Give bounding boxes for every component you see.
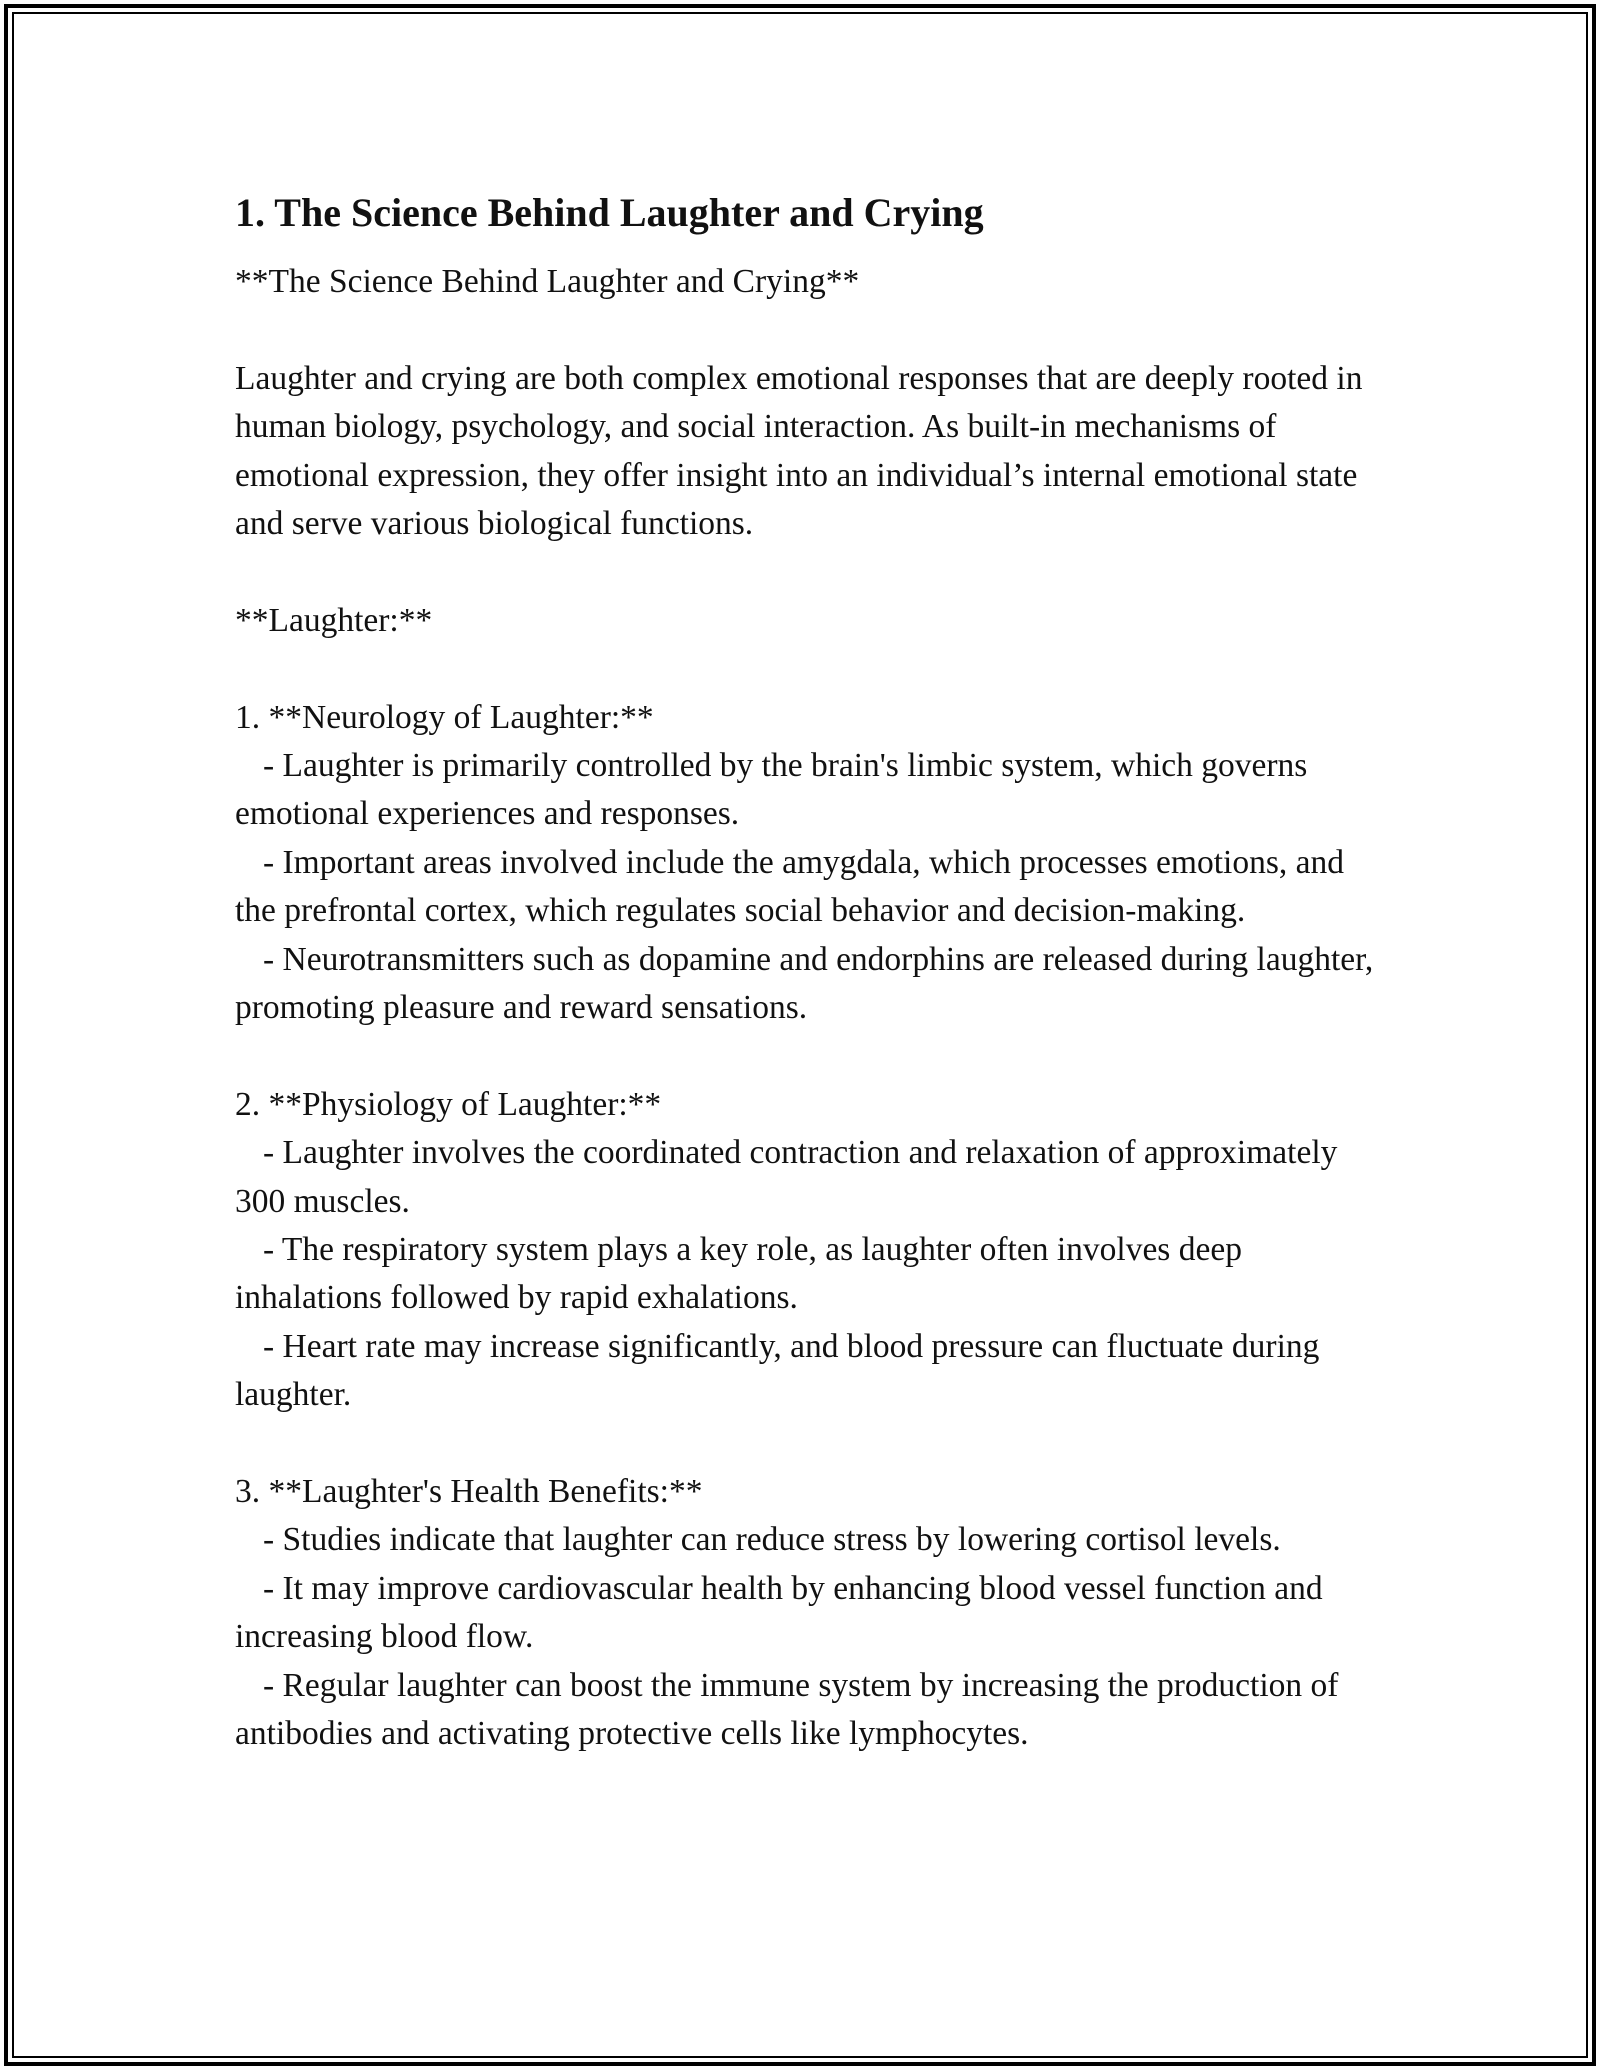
section-title: 3. **Laughter's Health Benefits:** [235,1473,703,1511]
bullet-text: - Important areas involved include the amygdala, which processes emotions, and the prefrontal cortex, which regulates social behavior and decision-making. [235,843,1353,930]
list-item [235,1468,1385,1758]
spacer [235,1032,1385,1080]
bullet-text: - Neurotransmitters such as dopamine and endorphins are released during laughter, promoting pleasure and reward sensations. [235,940,1382,1027]
bullet-item [235,839,1385,936]
bullet-text: - Laughter involves the coordinated contraction and relaxation of approximately 300 muscles. [235,1134,1346,1220]
intro-paragraph: Laughter and crying are both complex emotional responses that are deeply rooted in human biology, psychology, and social interaction. As built-in mechanisms of emotional expression, they offer insight into an individual’s internal emotional state and serve various biological functions. [235,359,1371,543]
bullet-text: - Studies indicate that laughter can reduce stress by lowering cortisol levels. [263,1521,1281,1559]
bullet-text: - It may improve cardiovascular health by enhancing blood vessel function and increasing blood flow. [235,1569,1331,1656]
bullet-item [235,936,1385,1033]
page-title: 1. The Science Behind Laughter and Crying [235,190,984,235]
bullet-item [235,1516,1385,1564]
list-item [235,1081,1385,1420]
section-title: 1. **Neurology of Laughter:** [235,698,654,736]
bullet-item [235,1565,1385,1662]
document-subtitle: **The Science Behind Laughter and Crying** [235,263,860,300]
bullet-text: - Heart rate may increase significantly, and blood pressure can fluctuate during laughter. [235,1327,1328,1414]
bullet-item [235,1323,1385,1420]
list-item [235,694,1385,1033]
document-body [235,188,1385,1759]
bullet-text: - Regular laughter can boost the immune system by increasing the production of antibodies and activating protective cells like lymphocytes. [235,1666,1347,1753]
bullet-item [235,1129,1385,1226]
bullet-item [235,1662,1385,1759]
section-title: 2. **Physiology of Laughter:** [235,1085,662,1123]
bullet-text: - The respiratory system plays a key role, as laughter often involves deep inhalations followed by rapid exhalations. [235,1231,1251,1317]
spacer [235,645,1385,693]
spacer [235,1420,1385,1468]
bullet-item [235,1226,1385,1323]
bullet-item [235,742,1385,839]
section-label: **Laughter:** [235,601,433,639]
spacer [235,306,1385,354]
spacer [235,548,1385,596]
bullet-text: - Laughter is primarily controlled by the brain's limbic system, which governs emotional experiences and responses. [235,747,1316,833]
